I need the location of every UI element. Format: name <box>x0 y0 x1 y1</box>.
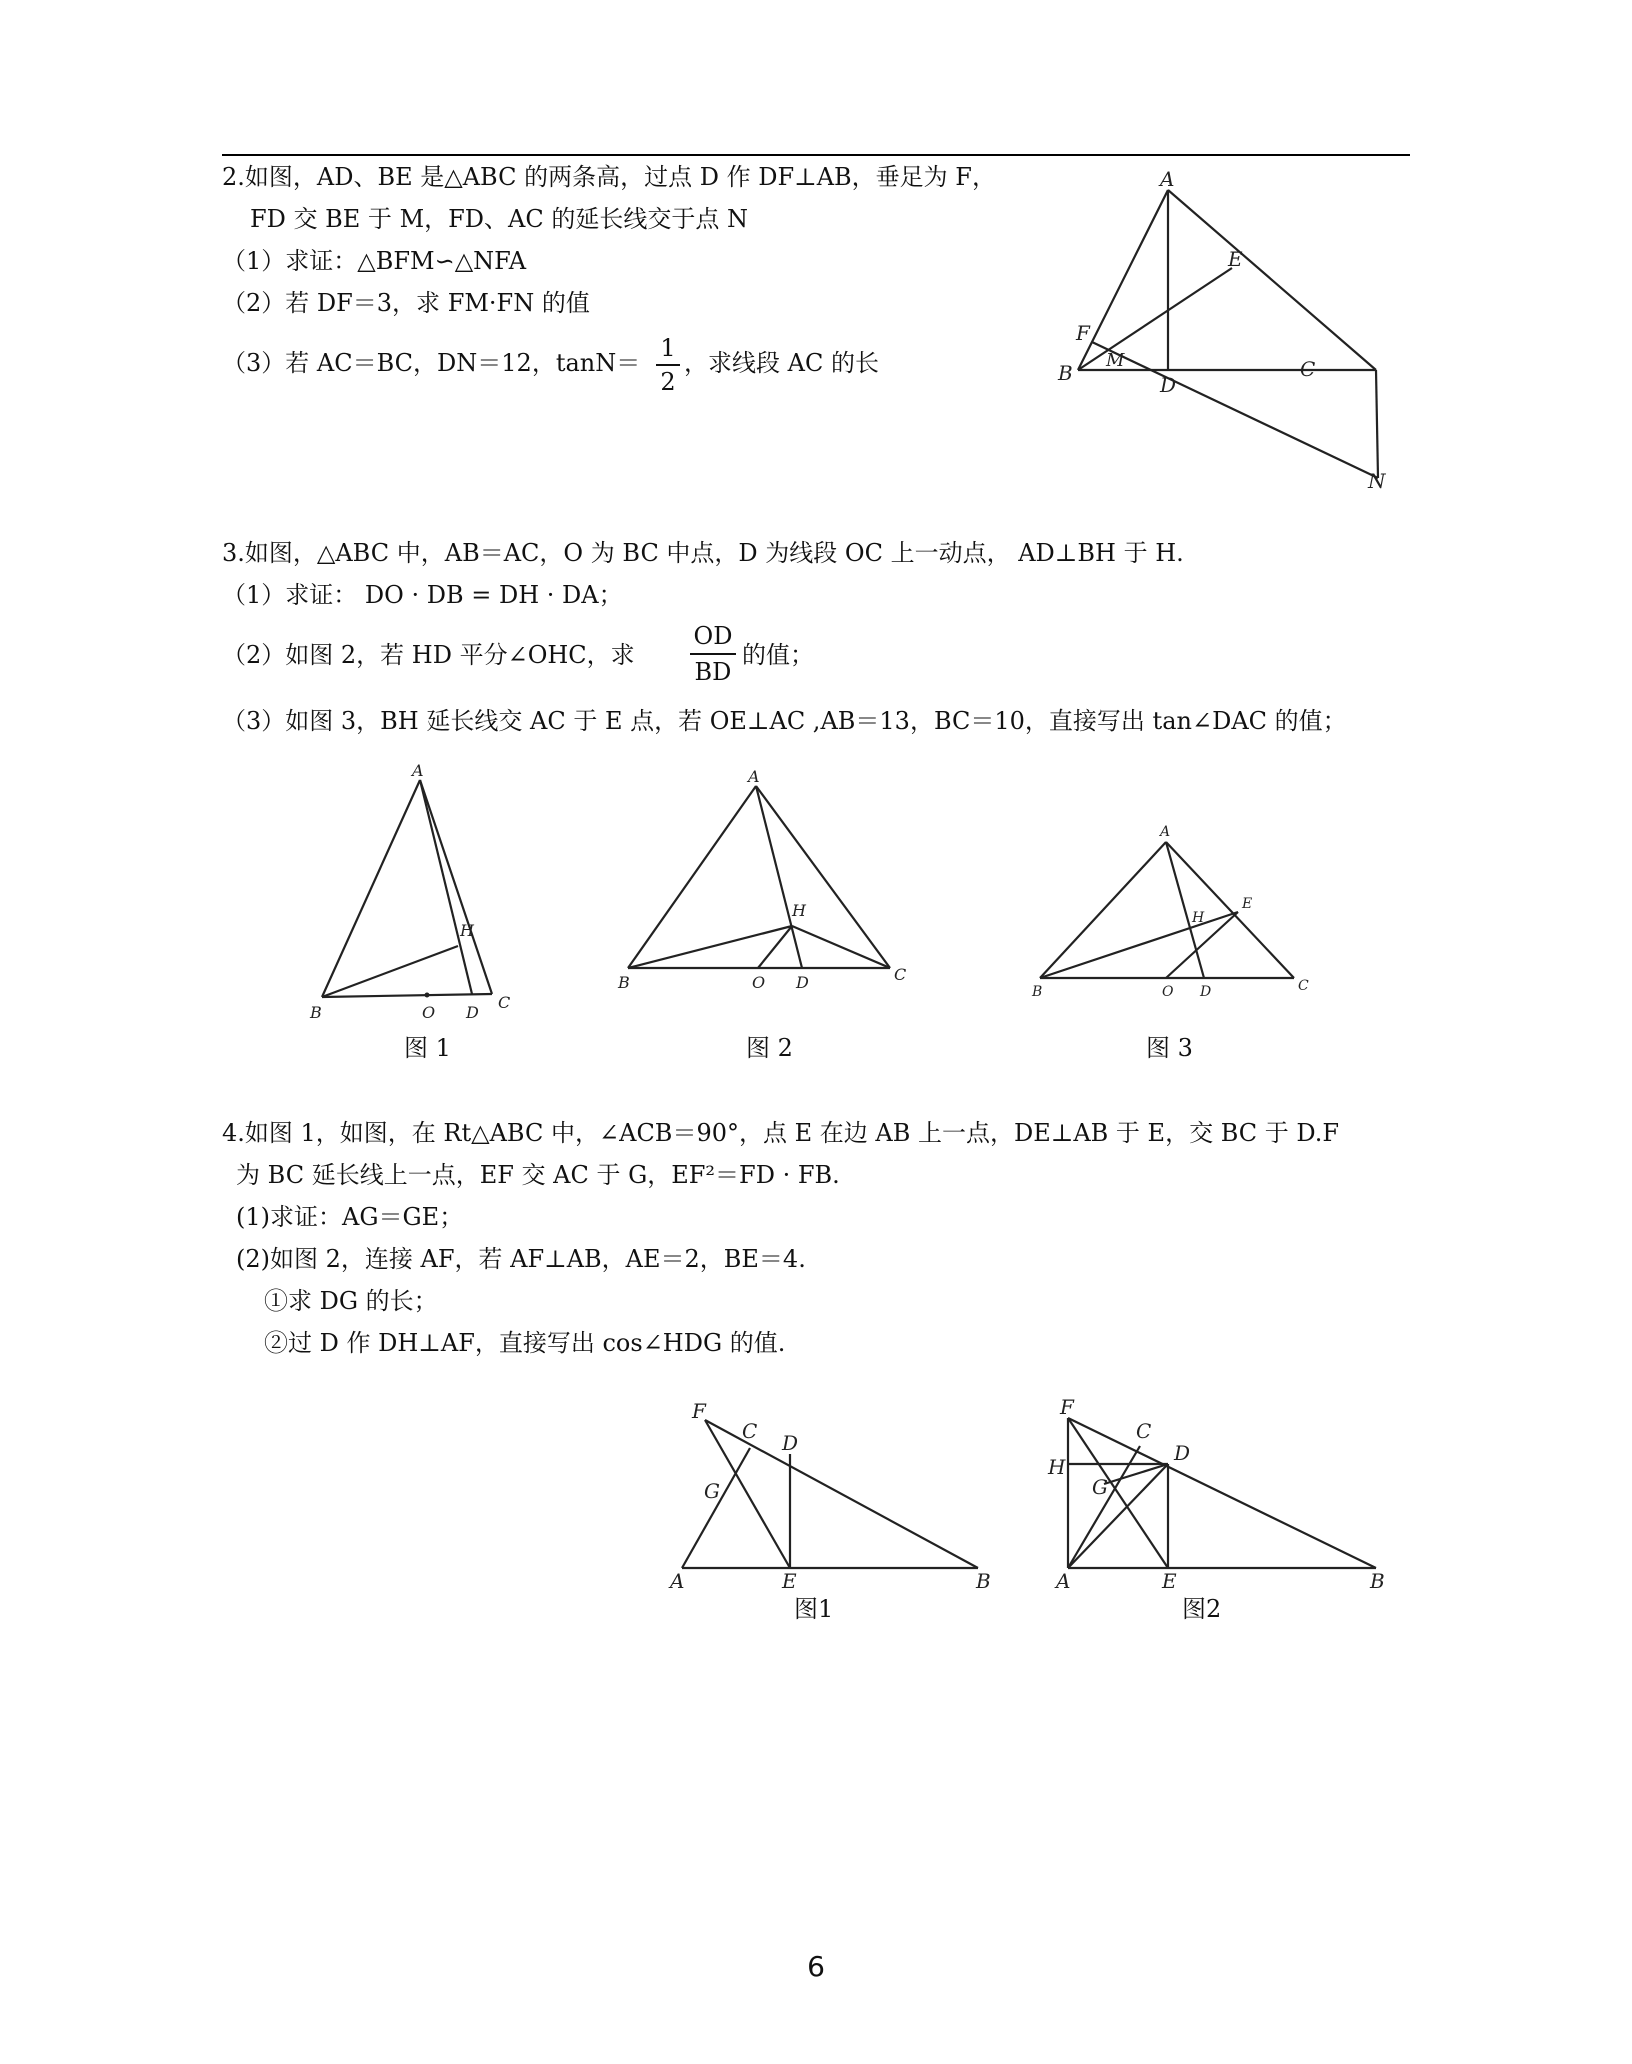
problem-3-figure-3 <box>1024 820 1324 1010</box>
label-C: C <box>1298 978 1309 994</box>
problem-3-line-1: 3.如图，△ABC 中，AB＝AC，O 为 BC 中点，D 为线段 OC 上一动点， AD⊥BH 于 H. <box>222 539 1184 567</box>
label-C: C <box>742 1419 758 1443</box>
problem-2-part-2: （2）若 DF＝3，求 FM·FN 的值 <box>222 289 590 317</box>
problem-4-line-2: 为 BC 延长线上一点，EF 交 AC 于 G，EF²＝FD · FB. <box>236 1161 840 1189</box>
label-B: B <box>310 1003 322 1022</box>
label-C: C <box>1136 1419 1152 1443</box>
label-A: A <box>1160 824 1171 840</box>
problem-4-line-1: 4.如图 1，如图，在 Rt△ABC 中，∠ACB＝90°，点 E 在边 AB 上一点，DE⊥AB 于 E，交 BC 于 D.F <box>222 1119 1340 1147</box>
problem-3-part-2-b: 的值； <box>742 641 814 669</box>
label-H: H <box>460 921 474 940</box>
problem-2-line-2: FD 交 BE 于 M，FD、AC 的延长线交于点 N <box>250 205 748 233</box>
label-D: D <box>1160 373 1177 397</box>
label-A: A <box>412 761 424 780</box>
label-A: A <box>670 1569 685 1593</box>
problem-3-part-1: （1）求证： DO · DB = DH · DA； <box>222 581 623 609</box>
label-F: F <box>1060 1395 1074 1419</box>
fraction-numerator: 1 <box>660 334 676 362</box>
label-G: G <box>704 1479 720 1503</box>
fraction-denominator-bd: BD <box>694 658 732 686</box>
label-F: F <box>1076 321 1090 345</box>
label-B: B <box>1032 984 1043 1000</box>
label-B: B <box>1370 1569 1385 1593</box>
label-O: O <box>422 1003 436 1022</box>
problem-2-part-3-a: （3）若 AC＝BC，DN＝12，tanN＝ <box>222 349 641 377</box>
label-D: D <box>1200 984 1212 1000</box>
fraction-denominator: 2 <box>660 368 676 396</box>
problem-4-part-2-2: ②过 D 作 DH⊥AF，直接写出 cos∠HDG 的值. <box>264 1329 786 1357</box>
problem-4-part-1: (1)求证：AG＝GE； <box>236 1203 464 1231</box>
problem-4-part-2-1: ①求 DG 的长； <box>264 1287 438 1315</box>
header-rule <box>222 154 1410 156</box>
label-H: H <box>792 901 806 920</box>
problem-2-figure <box>1050 167 1410 500</box>
label-E: E <box>1242 896 1253 912</box>
figure-1-caption: 图 1 <box>404 1034 451 1062</box>
problem-4-part-2: (2)如图 2，连接 AF，若 AF⊥AB，AE＝2，BE＝4. <box>236 1245 806 1273</box>
label-A: A <box>1056 1569 1071 1593</box>
label-H: H <box>1192 910 1205 926</box>
label-O: O <box>752 973 766 992</box>
fraction-bar-2 <box>690 653 736 655</box>
label-H: H <box>1048 1455 1066 1479</box>
problem-2-part-3-b: ，求线段 AC 的长 <box>684 349 879 377</box>
label-B: B <box>618 973 630 992</box>
label-E: E <box>1228 247 1243 271</box>
problem-4-figure-1-caption: 图1 <box>794 1595 834 1623</box>
label-D: D <box>796 973 809 992</box>
problem-4-figure-2-caption: 图2 <box>1182 1595 1222 1623</box>
page-number: 6 <box>807 1950 825 1983</box>
problem-3-part-3: （3）如图 3，BH 延长线交 AC 于 E 点，若 OE⊥AC ,AB＝13，BC＝10，直接写出 tan∠DAC 的值； <box>222 707 1347 735</box>
label-D: D <box>782 1431 799 1455</box>
label-D: D <box>1174 1441 1191 1465</box>
fraction-numerator-od: OD <box>693 622 733 650</box>
label-M: M <box>1106 350 1125 371</box>
label-G: G <box>1092 1475 1108 1499</box>
problem-4-figure-2 <box>1040 1390 1400 1593</box>
problem-3-figure-2 <box>608 760 918 1020</box>
label-E: E <box>1162 1569 1177 1593</box>
problem-2-line-1: 2.如图，AD、BE 是△ABC 的两条高，过点 D 作 DF⊥AB，垂足为 F， <box>222 163 996 191</box>
figure-3-caption: 图 3 <box>1146 1034 1193 1062</box>
label-C: C <box>894 965 907 984</box>
problem-3-figure-1 <box>300 760 580 1020</box>
problem-2-part-1: （1）求证：△BFM∽△NFA <box>222 247 527 275</box>
problem-4-figure-1 <box>660 1390 1010 1593</box>
label-N: N <box>1368 469 1386 493</box>
label-D: D <box>466 1003 479 1022</box>
label-A: A <box>748 767 760 786</box>
fraction-bar <box>656 364 680 366</box>
problem-3-part-2-a: （2）如图 2，若 HD 平分∠OHC，求 <box>222 641 635 669</box>
label-B: B <box>976 1569 991 1593</box>
label-B: B <box>1058 361 1073 385</box>
label-O: O <box>1162 984 1174 1000</box>
figure-2-caption: 图 2 <box>746 1034 793 1062</box>
label-A: A <box>1160 167 1175 191</box>
label-E: E <box>782 1569 797 1593</box>
label-F: F <box>692 1399 706 1423</box>
label-C: C <box>1300 357 1316 381</box>
label-C: C <box>498 993 511 1012</box>
